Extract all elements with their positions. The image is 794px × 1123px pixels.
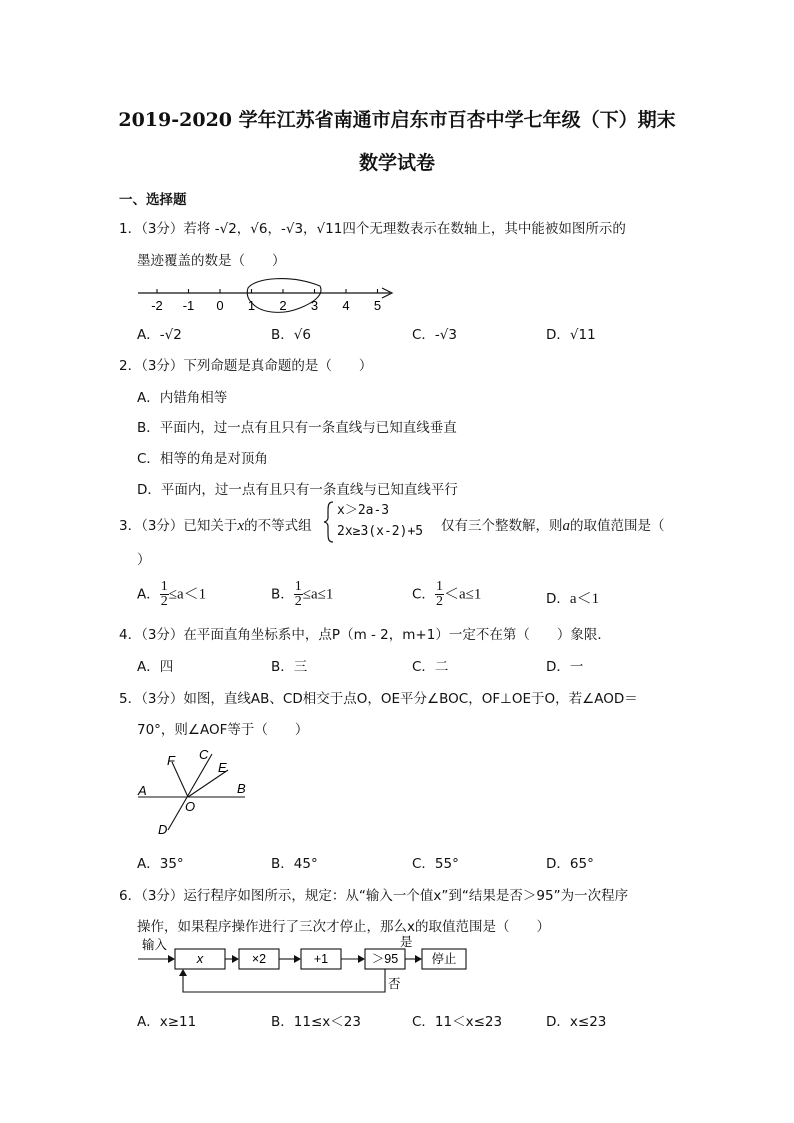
q3-system-eq2: 2x≥3(x-2)+5 — [337, 524, 424, 539]
number-line-tick-label: -2 — [151, 298, 163, 313]
q1-option-c: C．-√3 — [412, 327, 457, 343]
q4-option-a: A．四 — [137, 659, 174, 675]
q3-stem-line2: ） — [137, 552, 151, 568]
q2-option-c: C．相等的角是对顶角 — [137, 451, 268, 467]
q3-var-x: x — [237, 518, 245, 534]
q3-suffix2: 的取值范围是（ — [570, 518, 665, 534]
flow-no-label: 否 — [388, 977, 401, 991]
q3-option-d — [546, 587, 599, 608]
label-a: A — [138, 783, 147, 798]
q1-stem-line1: 1．（3分）若将 -√2，√6，-√3，√11四个无理数表示在数轴上，其中能被如图所示的 — [119, 221, 626, 237]
q5-option-b: B．45° — [271, 856, 318, 872]
q6-option-a: A．x≥11 — [137, 1014, 197, 1030]
q3-suffix: 仅有三个整数解，则 — [441, 518, 563, 534]
fraction-one-half: $\frac{1}{2}$ — [160, 579, 168, 609]
q6-option-c: C．11＜x≤23 — [412, 1014, 503, 1030]
label-c: C — [199, 747, 209, 762]
q6-option-b: B．11≤x＜23 — [271, 1014, 361, 1030]
q2-option-d: D．平面内，过一点有且只有一条直线与已知直线平行 — [137, 482, 458, 498]
page-title-line1: 2019-2020 学年江苏省南通市启东市百杏中学七年级（下）期末 — [118, 109, 676, 131]
flow-box-add-text: +1 — [313, 952, 329, 966]
q3-option-b-text: ≤a≤1 — [302, 586, 334, 603]
q4-stem: 4．（3分）在平面直角坐标系中，点P（m - 2，m+1）一定不在第（ ）象限． — [119, 627, 611, 643]
q3-var-a: a — [562, 518, 570, 534]
arrow-icon — [232, 955, 239, 963]
label-b: B — [237, 781, 246, 796]
label-e: E — [218, 760, 227, 775]
fraction-one-half: $\frac{1}{2}$ — [435, 579, 443, 609]
q5-stem-line1: 5．（3分）如图，直线AB、CD相交于点O，OE平分∠BOC，OF⊥OE于O，若∠AOD＝ — [119, 691, 638, 707]
q4-option-b: B．三 — [271, 659, 308, 675]
number-line-tick-label: 3 — [310, 298, 319, 313]
flow-yes-label: 是 — [400, 935, 413, 949]
q4-option-c: C．二 — [412, 659, 449, 675]
label-d: D — [158, 822, 168, 837]
q1-option-a: A．-√2 — [137, 327, 182, 343]
label-o: O — [185, 799, 196, 814]
arrow-icon — [415, 955, 422, 963]
flow-box-multiply-text: ×2 — [251, 952, 267, 966]
q3-option-d-label: D． — [546, 591, 570, 607]
q2-stem: 2．（3分）下列命题是真命题的是（ ） — [119, 358, 373, 374]
label-f: F — [167, 753, 175, 768]
q3-system-eq1: x＞2a-3 — [337, 503, 390, 518]
q3-option-b-label: B． — [271, 586, 294, 603]
q5-option-a: A．35° — [137, 856, 184, 872]
q2-option-b: B．平面内，过一点有且只有一条直线与已知直线垂直 — [137, 420, 457, 436]
q1-option-b: B．√6 — [271, 327, 311, 343]
flow-box-compare-text: ＞95 — [371, 952, 399, 966]
arrow-icon — [168, 955, 175, 963]
q1-stem-line2: 墨迹覆盖的数是（ ） — [137, 253, 286, 269]
q6-stem-line2: 操作，如果程序操作进行了三次才停止，那么x的取值范围是（ ） — [137, 919, 550, 935]
q3-option-c — [412, 580, 481, 609]
q3-option-a-label: A． — [137, 586, 160, 603]
q6-flowchart — [130, 932, 490, 1002]
q3-option-c-text: ＜a≤1 — [443, 586, 482, 603]
number-line-tick-label: 2 — [279, 298, 287, 313]
q3-option-a-text: ≤a＜1 — [168, 586, 207, 603]
number-line-tick-label: 4 — [342, 298, 350, 313]
q5-stem-line2: 70°，则∠AOF等于（ ） — [137, 722, 309, 738]
fraction-one-half: $\frac{1}{2}$ — [294, 579, 302, 609]
q3-stem-line1 — [119, 514, 312, 535]
q5-option-d: D．65° — [546, 856, 594, 872]
q3-mid: 的不等式组 — [244, 518, 312, 534]
section-heading: 一、选择题 — [119, 192, 187, 208]
number-line-tick-label: 5 — [373, 298, 382, 313]
q2-option-a: A．内错角相等 — [137, 390, 228, 406]
arrow-icon — [294, 955, 301, 963]
q3-system-brace — [323, 500, 335, 544]
q1-option-d: D．√11 — [546, 327, 596, 343]
q4-option-d: D．一 — [546, 659, 584, 675]
q5-geometry-figure — [130, 740, 260, 840]
flow-input-label: 输入 — [142, 938, 168, 952]
q3-option-d-text: a＜1 — [569, 591, 600, 607]
q6-stem-line1: 6．（3分）运行程序如图所示，规定：从“输入一个值x”到“结果是否＞95”为一次程序 — [119, 888, 629, 904]
number-line-tick-label: -1 — [182, 298, 195, 313]
flow-box-x-text: x — [196, 951, 204, 966]
flow-box-stop-text: 停止 — [431, 952, 457, 966]
page-title-line2: 数学试卷 — [358, 152, 435, 174]
q3-option-b — [271, 580, 333, 609]
arrow-icon — [358, 955, 365, 963]
q3-stem-suffix — [441, 514, 665, 535]
q3-prefix: 3．（3分）已知关于 — [119, 518, 238, 534]
flow-loop-back — [183, 969, 385, 992]
q6-option-d: D．x≤23 — [546, 1014, 607, 1030]
arrow-up-icon — [179, 969, 187, 976]
q3-option-a — [137, 580, 206, 609]
q5-option-c: C．55° — [412, 856, 459, 872]
number-line-tick-label: 1 — [247, 298, 256, 313]
q3-option-c-label: C． — [412, 586, 435, 603]
number-line-tick-label: 0 — [216, 298, 224, 313]
